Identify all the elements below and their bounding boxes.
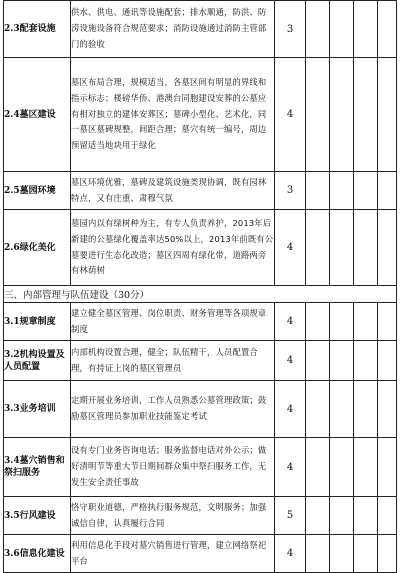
blank-cell	[378, 210, 397, 286]
blank-cell	[378, 535, 397, 573]
row-score: 4	[275, 303, 306, 341]
evaluation-table	[3, 0, 397, 573]
blank-cell	[330, 172, 354, 210]
blank-cell	[306, 381, 330, 438]
blank-cell	[330, 210, 354, 286]
row-label: 3.4墓穴销售和祭扫服务	[4, 438, 71, 497]
row-description: 利用信息化手段对墓穴销售进行管理，建立网络祭祀平台	[71, 535, 275, 573]
row-label: 2.4墓区建设	[4, 58, 71, 172]
row-score: 3	[275, 1, 306, 58]
table-row	[4, 381, 397, 438]
table-row	[4, 535, 397, 573]
blank-cell	[354, 303, 378, 341]
row-description: 墓园内以有绿树种为主，有专人负责养护，2013年后新建的公墓绿化覆盖率达50%以上，2013年前既有公墓要进行生态化改造；墓区四周有绿化带，道路两旁有林荫树	[71, 210, 275, 286]
row-label: 3.1规章制度	[4, 303, 71, 341]
table-row	[4, 303, 397, 341]
blank-cell	[354, 172, 378, 210]
table-row	[4, 210, 397, 286]
blank-cell	[306, 497, 330, 535]
row-score: 4	[275, 341, 306, 381]
row-description: 恪守职业道德，严格执行服务规范，文明服务；加强诚信自律，认真履行合同	[71, 497, 275, 535]
blank-cell	[354, 438, 378, 497]
row-score: 4	[275, 381, 306, 438]
blank-cell	[306, 172, 330, 210]
blank-cell	[354, 341, 378, 381]
blank-cell	[378, 381, 397, 438]
row-score: 4	[275, 438, 306, 497]
row-label: 3.5行风建设	[4, 497, 71, 535]
section-header-row	[4, 286, 397, 303]
blank-cell	[354, 381, 378, 438]
blank-cell	[306, 341, 330, 381]
row-description: 墓区环境优雅，墓碑及建筑设施类现协调，既有园林特点，又有庄重、肃穆气氛	[71, 172, 275, 210]
row-label: 3.3业务培训	[4, 381, 71, 438]
blank-cell	[306, 1, 330, 58]
blank-cell	[378, 303, 397, 341]
blank-cell	[330, 438, 354, 497]
section-title: 三、内部管理与队伍建设（30分）	[4, 286, 397, 303]
blank-cell	[330, 381, 354, 438]
row-description: 设有专门业务咨询电话；服务监督电话对外公示；做好清明节等重大节日期间群众集中祭扫服务工作，无发生安全责任事故	[71, 438, 275, 497]
blank-cell	[330, 497, 354, 535]
blank-cell	[330, 58, 354, 172]
row-label: 2.5墓园环境	[4, 172, 71, 210]
blank-cell	[306, 303, 330, 341]
table-row	[4, 172, 397, 210]
row-score: 4	[275, 535, 306, 573]
blank-cell	[378, 438, 397, 497]
row-score: 4	[275, 58, 306, 172]
blank-cell	[306, 210, 330, 286]
row-description: 建立健全墓区管理、岗位职责、财务管理等各项规章制度	[71, 303, 275, 341]
table-row	[4, 58, 397, 172]
row-description: 内部机构设置合理，健全；队伍精干，人员配置合理，有持证上岗的墓区管理员	[71, 341, 275, 381]
row-description: 墓区布局合理，规模适当，各墓区间有明显的界线和指示标志；楼磅华侨、港澳台同胞建设安葬的公墓应有相对独立的建体安葬区；墓碑小型化、艺术化，同一墓区墓碑规整，间距合理；墓穴有统一编号，周边预留适当地块用于绿化	[71, 58, 275, 172]
blank-cell	[330, 341, 354, 381]
row-label: 3.2机构设置及人员配置	[4, 341, 71, 381]
blank-cell	[306, 438, 330, 497]
blank-cell	[354, 58, 378, 172]
row-label: 2.6绿化美化	[4, 210, 71, 286]
row-label: 3.6信息化建设	[4, 535, 71, 573]
blank-cell	[378, 497, 397, 535]
table-row	[4, 341, 397, 381]
row-score: 5	[275, 497, 306, 535]
row-score: 4	[275, 210, 306, 286]
blank-cell	[378, 172, 397, 210]
blank-cell	[378, 58, 397, 172]
blank-cell	[378, 341, 397, 381]
blank-cell	[354, 1, 378, 58]
blank-cell	[354, 535, 378, 573]
blank-cell	[354, 497, 378, 535]
row-description: 供水、供电、通讯等设施配套；排水顺通，防洪、防涝设施设备符合规范要求；消防设施通过消防主管部门的验收	[71, 1, 275, 58]
table-row	[4, 497, 397, 535]
row-label: 2.3配套设施	[4, 1, 71, 58]
table-row	[4, 438, 397, 497]
blank-cell	[378, 1, 397, 58]
blank-cell	[306, 535, 330, 573]
row-score: 3	[275, 172, 306, 210]
blank-cell	[306, 58, 330, 172]
blank-cell	[354, 210, 378, 286]
table-row	[4, 1, 397, 58]
blank-cell	[330, 535, 354, 573]
row-description: 定期开展业务培训，工作人员熟悉公墓管理政策；鼓励墓区管理员参加职业技能鉴定考试	[71, 381, 275, 438]
blank-cell	[330, 303, 354, 341]
blank-cell	[330, 1, 354, 58]
